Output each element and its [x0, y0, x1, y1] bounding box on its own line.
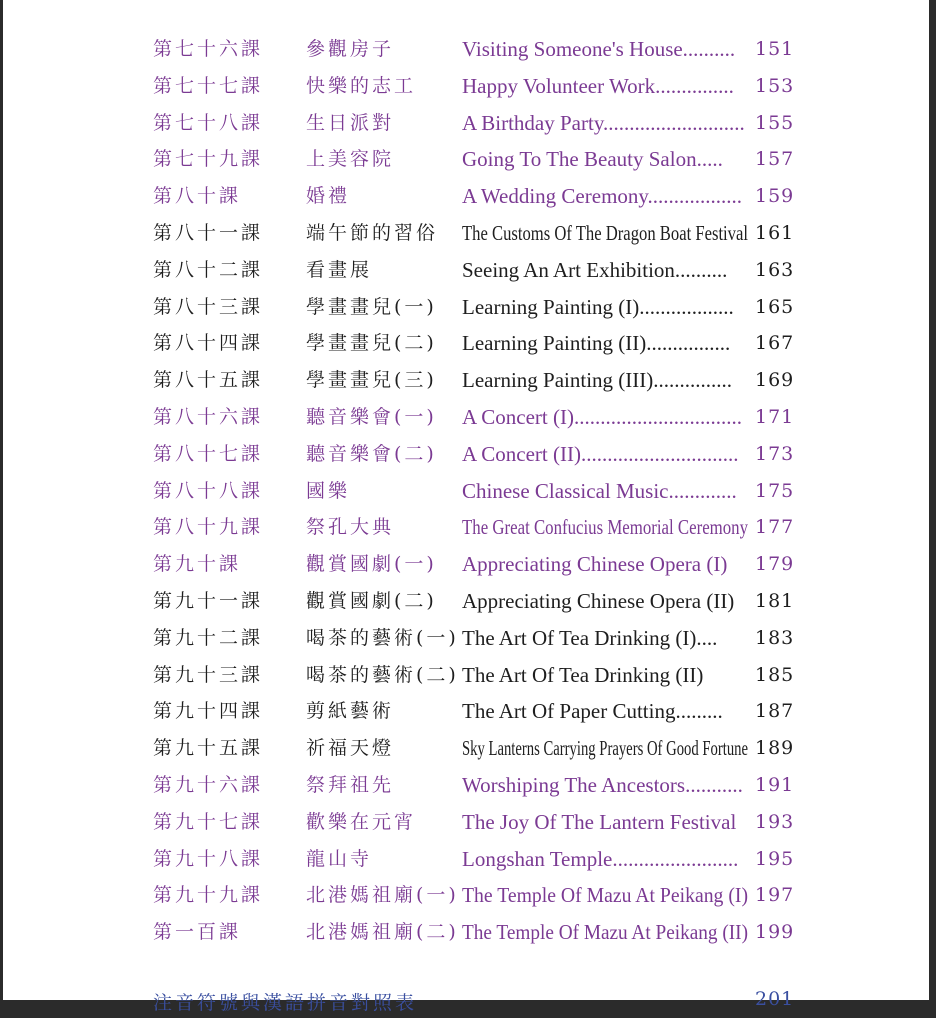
footer-page-number: 201: [755, 988, 795, 1010]
english-title: [462, 844, 748, 874]
lesson-number: 第一百課: [153, 921, 242, 944]
chinese-title: 婚禮: [306, 185, 351, 208]
chinese-title: 參觀房子: [306, 38, 395, 60]
toc-entry[interactable]: [3, 181, 929, 211]
chinese-title: 聽音樂會(二): [306, 442, 437, 465]
english-title: [462, 34, 748, 64]
english-title-text: The Art Of Tea Drinking (II): [462, 662, 704, 687]
english-title: [462, 292, 748, 322]
english-title-text: Going To The Beauty Salon.....: [462, 147, 723, 172]
lesson-number: 第八十五課: [153, 369, 264, 392]
english-title-text: The Great Confucius Memorial Ceremony: [462, 515, 748, 540]
chinese-title: 北港媽祖廟(二): [306, 921, 459, 944]
english-title-text: Seeing An Art Exhibition..........: [462, 257, 728, 282]
english-title-text: The Art Of Paper Cutting.........: [462, 699, 723, 724]
english-title-text: Appreciating Chinese Opera (II): [462, 589, 735, 613]
page-number: 165: [755, 295, 795, 318]
lesson-number: 第八十課: [153, 185, 242, 208]
chinese-title: 北港媽祖廟(一): [306, 884, 459, 907]
chinese-title: 觀賞國劇(一): [306, 553, 437, 576]
toc-entry[interactable]: [3, 108, 929, 138]
chinese-title: 學畫畫兒(一): [306, 295, 437, 318]
toc-entry[interactable]: [3, 365, 929, 395]
lesson-number: 第九十五課: [153, 737, 264, 760]
english-title: [462, 586, 748, 616]
english-title-text: Learning Painting (III)...............: [462, 368, 733, 393]
page-number: 167: [755, 332, 795, 355]
page-number: 189: [755, 737, 795, 760]
toc-entry[interactable]: [3, 71, 929, 101]
lesson-number: 第九十七課: [153, 810, 264, 833]
english-title-text: The Temple Of Mazu At Peikang (II): [462, 920, 748, 945]
chinese-title: 祈福天燈: [306, 737, 395, 760]
english-title-text: Learning Painting (II)................: [462, 331, 731, 356]
chinese-title: 龍山寺: [306, 847, 373, 870]
lesson-number: 第八十二課: [153, 258, 264, 281]
toc-entry[interactable]: [3, 660, 929, 690]
lesson-number: 第八十一課: [153, 222, 264, 244]
chinese-title: 生日派對: [306, 111, 395, 134]
toc-entry[interactable]: [3, 512, 929, 542]
toc-entry[interactable]: [3, 292, 929, 322]
lesson-number: 第八十九課: [153, 516, 264, 539]
page-number: 163: [755, 258, 795, 281]
toc-entry[interactable]: [3, 623, 929, 653]
lesson-number: 第八十六課: [153, 406, 264, 428]
lesson-number: 第八十八課: [153, 479, 264, 502]
english-title-text: A Wedding Ceremony..................: [462, 184, 743, 209]
toc-entry[interactable]: [3, 586, 929, 616]
chinese-title: 國樂: [306, 479, 351, 502]
english-title: [462, 328, 748, 358]
lesson-number: 第九十二課: [153, 626, 264, 649]
lesson-number: 第九十三課: [153, 663, 264, 686]
lesson-number: 第九十一課: [153, 590, 264, 612]
english-title: [462, 880, 748, 910]
chinese-title: 祭拜祖先: [306, 774, 395, 796]
english-title: [462, 660, 748, 690]
toc-entry[interactable]: [3, 144, 929, 174]
lesson-number: 第七十九課: [153, 148, 264, 171]
page-number: 157: [755, 148, 795, 171]
footer-title: 注音符號與漢語拼音對照表: [153, 992, 418, 1014]
english-title: [462, 108, 748, 138]
page-number: 185: [755, 663, 795, 686]
english-title-text: Sky Lanterns Carrying Prayers Of Good Fortune: [462, 736, 748, 761]
english-title-text: The Temple Of Mazu At Peikang (I): [462, 883, 748, 908]
page-number: 161: [755, 222, 795, 244]
chinese-title: 學畫畫兒(三): [306, 369, 437, 392]
chinese-title: 端午節的習俗: [306, 222, 439, 244]
toc-entry[interactable]: [3, 255, 929, 285]
toc-entry[interactable]: [3, 328, 929, 358]
english-title-text: A Birthday Party...........................: [462, 110, 745, 135]
chinese-title: 喝茶的藝術(二): [306, 663, 459, 686]
page-number: 175: [755, 479, 795, 502]
page-number: 187: [755, 700, 795, 723]
chinese-title: 祭孔大典: [306, 516, 395, 539]
page-number: 155: [755, 111, 795, 134]
toc-entry[interactable]: [3, 917, 929, 947]
english-title-text: Worshiping The Ancestors...........: [462, 773, 743, 797]
lesson-number: 第九十六課: [153, 774, 264, 796]
lesson-number: 第七十七課: [153, 74, 264, 97]
lesson-number: 第九十九課: [153, 884, 264, 907]
chinese-title: 上美容院: [306, 148, 395, 171]
lesson-number: 第八十四課: [153, 332, 264, 355]
toc-entry[interactable]: [3, 733, 929, 763]
english-title-text: A Concert (II)..............................: [462, 441, 739, 466]
page-number: 199: [755, 921, 795, 944]
toc-entry[interactable]: [3, 844, 929, 874]
chinese-title: 看畫展: [306, 258, 373, 281]
page-number: 181: [755, 590, 795, 612]
chinese-title: 剪紙藝術: [306, 700, 395, 723]
lesson-number: 第八十七課: [153, 442, 264, 465]
english-title-text: The Joy Of The Lantern Festival: [462, 809, 737, 834]
english-title: [462, 733, 748, 763]
page-number: 169: [755, 369, 795, 392]
english-title: [462, 770, 748, 800]
page-number: 197: [755, 884, 795, 907]
page-number: 159: [755, 185, 795, 208]
english-title: [462, 476, 748, 506]
english-title: [462, 439, 748, 469]
english-title: [462, 623, 748, 653]
lesson-number: 第七十六課: [153, 38, 264, 60]
english-title: [462, 144, 748, 174]
chinese-title: 學畫畫兒(二): [306, 332, 437, 355]
toc-entry[interactable]: [3, 807, 929, 837]
page-number: 195: [755, 847, 795, 870]
english-title-text: Appreciating Chinese Opera (I): [462, 552, 728, 577]
english-title-text: The Customs Of The Dragon Boat Festival: [462, 221, 748, 245]
english-title: [462, 255, 748, 285]
toc-entry[interactable]: [3, 880, 929, 910]
toc-entry[interactable]: [3, 402, 929, 432]
chinese-title: 歡樂在元宵: [306, 810, 417, 833]
toc-entry[interactable]: [3, 549, 929, 579]
page-number: 151: [755, 38, 795, 60]
lesson-number: 第八十三課: [153, 295, 264, 318]
english-title: [462, 365, 748, 395]
chinese-title: 聽音樂會(一): [306, 406, 437, 428]
english-title-text: A Concert (I)................................: [462, 405, 742, 429]
toc-entry[interactable]: [3, 34, 929, 64]
toc-page: [3, 0, 929, 1014]
page-number: 193: [755, 810, 795, 833]
english-title: [462, 218, 748, 248]
page-number: 191: [755, 774, 795, 796]
toc-footer-entry[interactable]: [153, 988, 793, 1018]
toc-entry[interactable]: [3, 696, 929, 726]
chinese-title: 觀賞國劇(二): [306, 590, 437, 612]
english-title: [462, 807, 748, 837]
english-title: [462, 549, 748, 579]
chinese-title: 喝茶的藝術(一): [306, 626, 459, 649]
english-title: [462, 512, 748, 542]
page-number: 173: [755, 442, 795, 465]
english-title-text: Learning Painting (I)..................: [462, 294, 734, 319]
toc-entry[interactable]: [3, 218, 929, 248]
toc-entry[interactable]: [3, 439, 929, 469]
english-title-text: The Art Of Tea Drinking (I)....: [462, 625, 718, 650]
page-number: 153: [755, 74, 795, 97]
toc-entry[interactable]: [3, 770, 929, 800]
page-number: 183: [755, 626, 795, 649]
page-number: 171: [755, 406, 795, 428]
english-title: [462, 696, 748, 726]
lesson-number: 第七十八課: [153, 111, 264, 134]
english-title-text: Chinese Classical Music.............: [462, 478, 737, 503]
chinese-title: 快樂的志工: [306, 74, 417, 97]
page-number: 179: [755, 553, 795, 576]
page-number: 177: [755, 516, 795, 539]
english-title-text: Longshan Temple........................: [462, 846, 739, 871]
english-title: [462, 917, 748, 947]
lesson-number: 第九十四課: [153, 700, 264, 723]
english-title: [462, 402, 748, 432]
english-title: [462, 181, 748, 211]
english-title-text: Happy Volunteer Work...............: [462, 73, 734, 98]
english-title: [462, 71, 748, 101]
toc-entry[interactable]: [3, 476, 929, 506]
lesson-number: 第九十課: [153, 553, 242, 576]
english-title-text: Visiting Someone's House..........: [462, 37, 736, 61]
lesson-number: 第九十八課: [153, 847, 264, 870]
